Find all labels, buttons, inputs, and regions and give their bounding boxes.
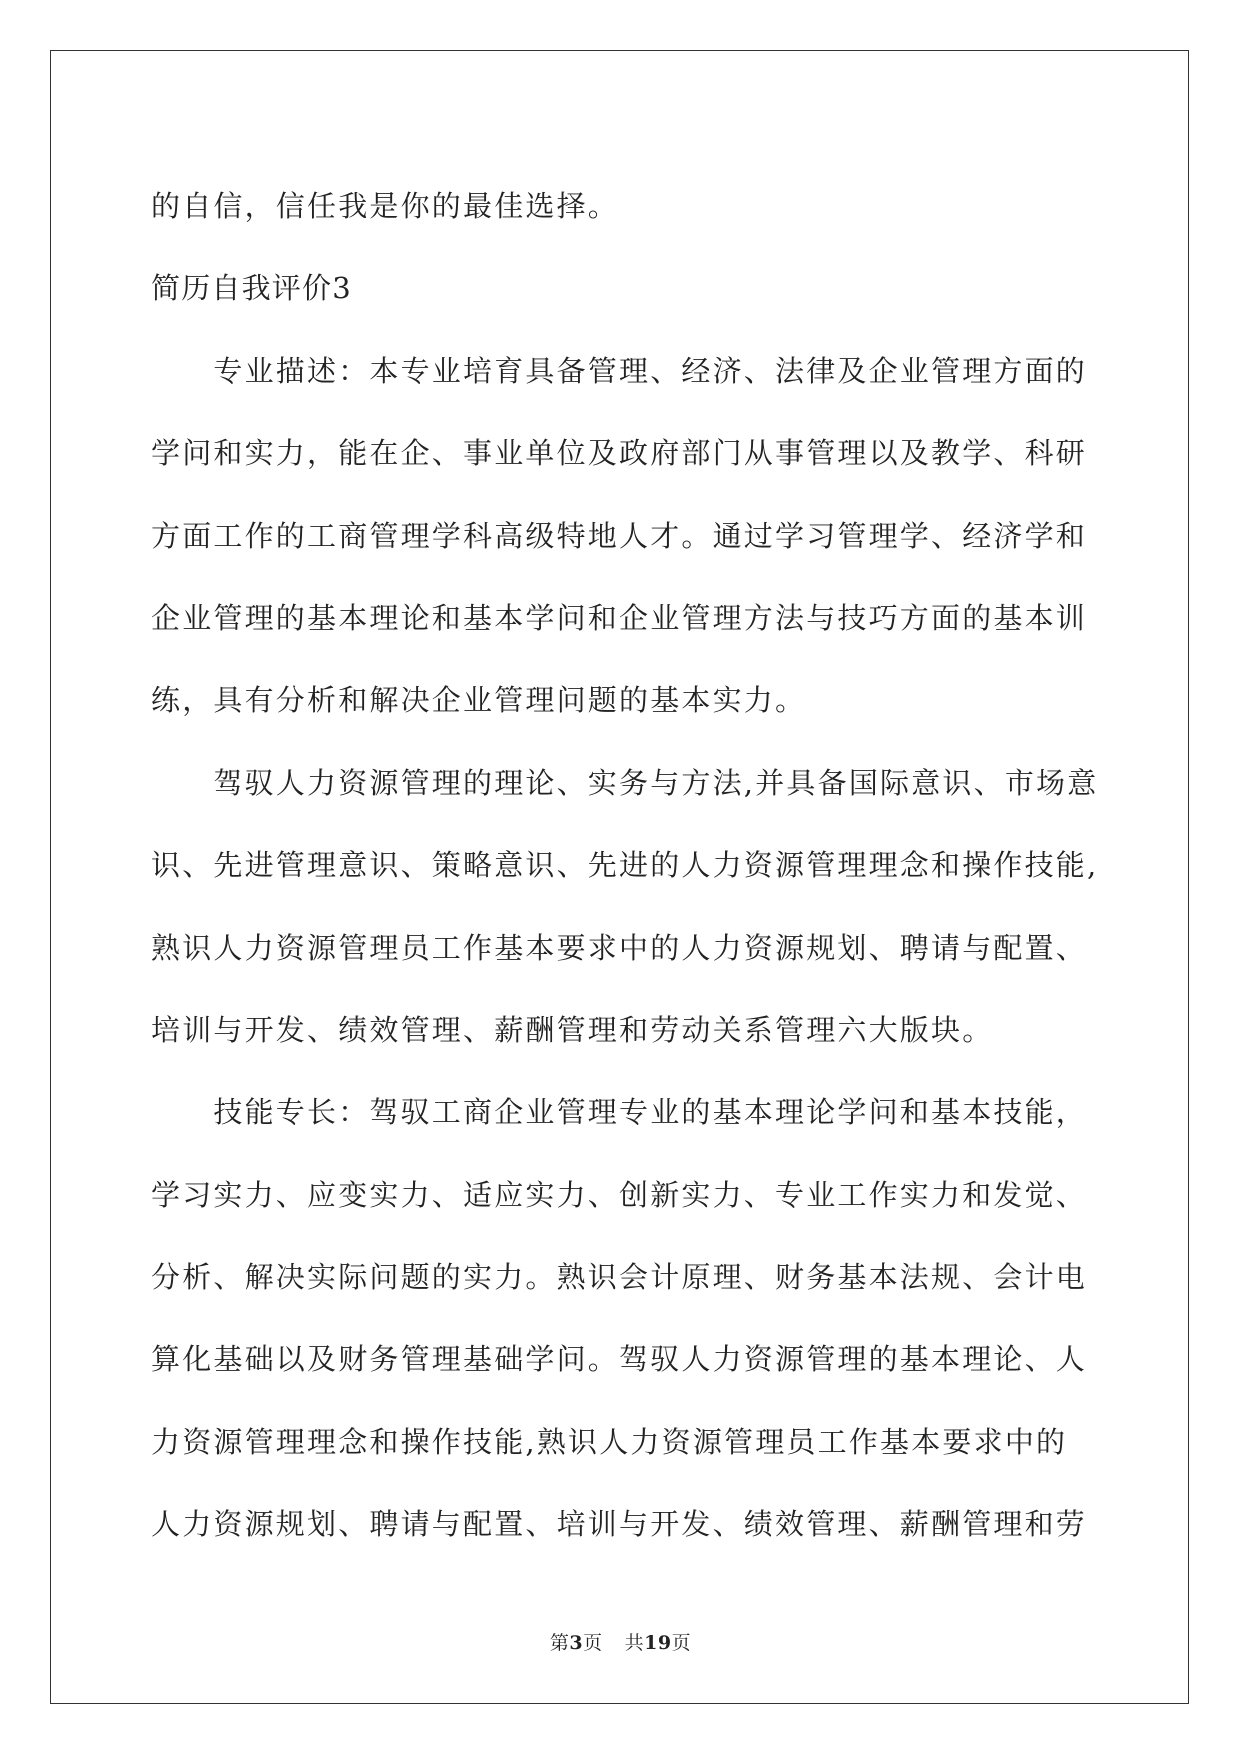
paragraph-line: 人力资源规划、聘请与配置、培训与开发、绩效管理、薪酬管理和劳 bbox=[151, 1507, 1088, 1542]
page-number: 3 bbox=[569, 1632, 584, 1654]
total-pages: 19 bbox=[644, 1632, 672, 1654]
paragraph-line: 熟识人力资源管理员工作基本要求中的人力资源规划、聘请与配置、 bbox=[151, 930, 1088, 965]
total-prefix: 共 bbox=[624, 1632, 645, 1654]
paragraph-line: 算化基础以及财务管理基础学问。驾驭人力资源管理的基本理论、人 bbox=[151, 1342, 1088, 1377]
paragraph-line: 培训与开发、绩效管理、薪酬管理和劳动关系管理六大版块。 bbox=[151, 1012, 994, 1047]
section-heading: 简历自我评价3 bbox=[151, 271, 352, 306]
page-footer bbox=[0, 1628, 1241, 1655]
total-suffix: 页 bbox=[671, 1632, 692, 1654]
paragraph-line: 练，具有分析和解决企业管理问题的基本实力。 bbox=[151, 683, 807, 718]
paragraph-line: 专业描述：本专业培育具备管理、经济、法律及企业管理方面的 bbox=[151, 353, 1088, 388]
text-line: 的自信，信任我是你的最佳选择。 bbox=[151, 189, 620, 223]
page-prefix: 第 bbox=[549, 1632, 570, 1654]
paragraph-line: 学问和实力，能在企、事业单位及政府部门从事管理以及教学、科研 bbox=[151, 436, 1088, 471]
paragraph-line: 企业管理的基本理论和基本学问和企业管理方法与技巧方面的基本训 bbox=[151, 600, 1088, 635]
document-body bbox=[151, 165, 1099, 1566]
page-suffix: 页 bbox=[583, 1632, 603, 1654]
paragraph-line: 学习实力、应变实力、适应实力、创新实力、专业工作实力和发觉、 bbox=[151, 1177, 1088, 1212]
paragraph-line: 技能专长：驾驭工商企业管理专业的基本理论学问和基本技能， bbox=[151, 1095, 1088, 1130]
paragraph-line: 分析、解决实际问题的实力。熟识会计原理、财务基本法规、会计电 bbox=[151, 1260, 1088, 1295]
paragraph-line: 驾驭人力资源管理的理论、实务与方法,并具备国际意识、市场意 bbox=[151, 765, 1099, 800]
paragraph-line: 识、先进管理意识、策略意识、先进的人力资源管理理念和操作技能, bbox=[151, 848, 1099, 883]
paragraph-line: 方面工作的工商管理学科高级特地人才。通过学习管理学、经济学和 bbox=[151, 518, 1088, 553]
paragraph-line: 力资源管理理念和操作技能,熟识人力资源管理员工作基本要求中的 bbox=[151, 1424, 1068, 1459]
